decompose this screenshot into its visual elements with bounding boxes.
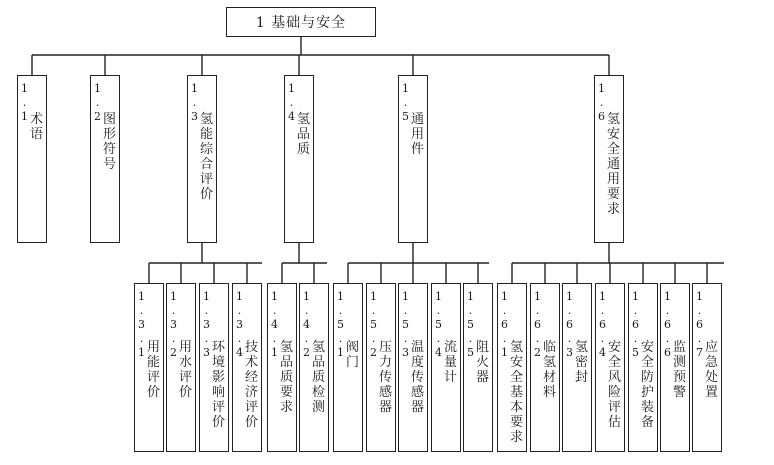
node-1-6-1 <box>497 283 527 452</box>
node-1-5 <box>398 75 428 243</box>
node-1-3-1 <box>134 283 164 452</box>
node-label: 通 用 件 <box>410 112 424 157</box>
node-1-5-2 <box>366 283 396 452</box>
node-label: 氢 品 质 检 测 <box>311 340 325 415</box>
root-node <box>226 7 376 37</box>
node-1-3-4 <box>232 283 262 452</box>
node-label: 氢 品 质 <box>296 112 310 157</box>
node-number: 1 . 4 . 2 <box>302 290 310 359</box>
node-number: 1 . 6 . 1 <box>500 290 508 359</box>
node-label: 安 全 防 护 装 备 <box>640 340 654 430</box>
node-number: 1 . 3 <box>190 82 198 123</box>
node-label: 流 量 计 <box>443 340 457 385</box>
node-1-3-3 <box>199 283 229 452</box>
node-label: 监 测 预 警 <box>672 340 686 400</box>
node-number: 1 . 4 <box>287 82 295 123</box>
node-1-6-3 <box>562 283 592 452</box>
node-label: 应 急 处 置 <box>704 340 718 400</box>
node-label: 氢 能 综 合 评 价 <box>199 112 213 202</box>
node-label: 术 语 <box>29 112 43 142</box>
node-label: 环 境 影 响 评 价 <box>211 340 225 430</box>
node-number: 1 . 5 . 4 <box>434 290 442 359</box>
node-1-4-2 <box>299 283 329 452</box>
node-label: 图 形 符 号 <box>102 112 116 172</box>
node-number: 1 . 1 <box>20 82 28 123</box>
node-number: 1 . 4 . 1 <box>270 290 278 359</box>
node-label: 氢 品 质 要 求 <box>279 340 293 415</box>
node-1-2 <box>90 75 120 243</box>
node-number: 1 . 5 . 2 <box>369 290 377 359</box>
node-number: 1 . 6 . 2 <box>533 290 541 359</box>
node-1-6-4 <box>595 283 625 452</box>
node-1-5-4 <box>431 283 461 452</box>
node-number: 1 . 3 . 4 <box>235 290 243 359</box>
node-number: 1 . 2 <box>93 82 101 123</box>
node-number: 1 . 5 <box>401 82 409 123</box>
node-label: 技 术 经 济 评 价 <box>244 340 258 430</box>
node-number: 1 . 6 <box>597 82 605 123</box>
node-1-3 <box>187 75 217 243</box>
node-1-3-2 <box>166 283 196 452</box>
node-number: 1 . 5 . 1 <box>336 290 344 359</box>
node-number: 1 . 6 . 3 <box>565 290 573 359</box>
node-number: 1 . 6 . 7 <box>695 290 703 359</box>
node-number: 1 . 3 . 2 <box>169 290 177 359</box>
node-1-5-5 <box>463 283 493 452</box>
node-label: 氢 安 全 基 本 要 求 <box>509 340 523 445</box>
node-label: 用 能 评 价 <box>146 340 160 400</box>
node-number: 1 . 5 . 3 <box>401 290 409 359</box>
node-1-6-6 <box>660 283 690 452</box>
node-number: 1 . 3 . 3 <box>202 290 210 359</box>
node-label: 用 水 评 价 <box>178 340 192 400</box>
node-number: 1 . 6 . 6 <box>663 290 671 359</box>
node-1-6-2 <box>530 283 560 452</box>
node-label: 压 力 传 感 器 <box>378 340 392 415</box>
node-label: 氢 密 封 <box>574 340 588 385</box>
node-1-4 <box>284 75 314 243</box>
node-1-6-7 <box>692 283 722 452</box>
node-label: 安 全 风 险 评 估 <box>607 340 621 430</box>
node-1-4-1 <box>267 283 297 452</box>
node-1-1 <box>17 75 47 243</box>
node-number: 1 . 3 . 1 <box>137 290 145 359</box>
node-1-5-3 <box>398 283 428 452</box>
root-node-label: 1 基础与安全 <box>255 15 347 31</box>
node-number: 1 . 6 . 5 <box>631 290 639 359</box>
node-1-5-1 <box>333 283 363 452</box>
node-1-6-5 <box>628 283 658 452</box>
node-number: 1 . 5 . 5 <box>466 290 474 359</box>
node-label: 阻 火 器 <box>475 340 489 385</box>
node-label: 阀 门 <box>345 340 359 370</box>
node-1-6 <box>594 75 624 243</box>
node-label: 温 度 传 感 器 <box>410 340 424 415</box>
node-label: 临 氢 材 料 <box>542 340 556 400</box>
node-number: 1 . 6 . 4 <box>598 290 606 359</box>
node-label: 氢 安 全 通 用 要 求 <box>606 112 620 217</box>
